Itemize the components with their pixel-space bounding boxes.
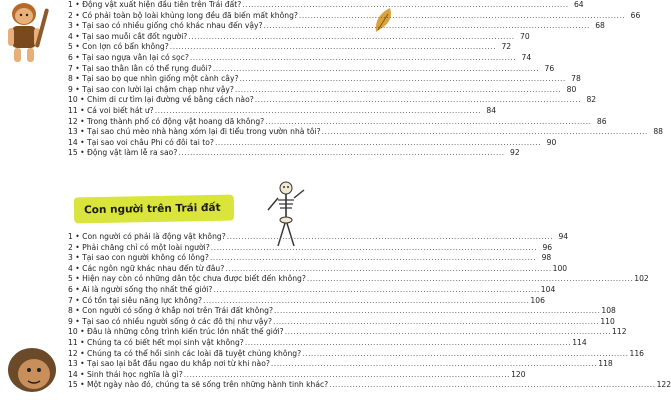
entry-page: 68 [595, 21, 605, 31]
entry-number: 1 [68, 232, 73, 241]
entry-title: Tại sao có nhiều giống chó khác nhau đến vậy? [82, 21, 263, 31]
entry-title: Tại sao muỗi cắt đốt người? [82, 31, 188, 41]
section-heading-humans: Con người trên Trái đất [74, 195, 234, 224]
entry-page: 78 [571, 74, 581, 84]
entry-page: 86 [596, 116, 607, 126]
entry-number: 6 [68, 284, 73, 294]
toc-entry[interactable]: 11 • Cá voi biết hát ư? ..... 84 [68, 106, 334, 117]
entry-page: 64 [573, 0, 584, 9]
entry-title: Các ngôn ngữ khác nhau đến từ đâu? [82, 263, 225, 273]
toc-section-animals [68, 0, 663, 159]
entry-page: 116 [629, 348, 645, 358]
toc-entry[interactable]: 8 • Con người có sống ở khắp nơi trên Trái đất không? ..... 108 [68, 306, 334, 317]
toc-entry[interactable]: 2 • Có phải toàn bộ loài khủng long đều đã biến mất không? ..... 66 [68, 11, 334, 22]
entry-number: 2 [68, 10, 73, 20]
entry-title: Trong thành phố có động vật hoang dã không? [86, 116, 265, 126]
entry-number: 13 [68, 127, 78, 137]
entry-title: Động vật làm lễ ra sao? [86, 148, 178, 158]
entry-page: 94 [558, 232, 569, 241]
toc-entry[interactable]: 12 • Chúng ta có thể hồi sinh các loài đã tuyệt chủng không? ..... 116 [68, 349, 334, 360]
entry-number: 5 [68, 274, 73, 284]
entry-page: 92 [510, 148, 520, 158]
toc-entry[interactable]: 5 • Con lợn có bẩn không? ..... 72 [68, 42, 334, 53]
entry-number: 11 [68, 105, 78, 115]
toc-entry[interactable]: 13 • Tại sao chú mèo nhà hàng xóm lại đi tiểu trong vườn nhà tôi? ..... 88 [68, 127, 334, 138]
entry-title: Động vật xuất hiện đầu tiên trên Trái đất? [82, 0, 242, 9]
entry-number: 9 [68, 84, 73, 94]
entry-title: Tại sao bọ que nhìn giống một cành cây? [82, 74, 239, 84]
entry-number: 15 [68, 380, 78, 390]
entry-page: 120 [511, 369, 526, 379]
entry-title: Sinh thái học nghĩa là gì? [86, 369, 183, 379]
toc-entry[interactable]: 6 • Tại sao ngựa vằn lại có sọc? ..... 74 [68, 53, 334, 64]
toc-entry[interactable]: 13 • Tại sao lại bắt đầu ngao du khắp nơi từ khi nào? ..... 118 [68, 359, 334, 370]
toc-entry[interactable]: 8 • Tại sao bọ que nhìn giống một cành cây? ..... 78 [68, 74, 334, 85]
toc-entry[interactable]: 1 • Động vật xuất hiện đầu tiên trên Trái đất? ..... 64 [68, 0, 334, 11]
entry-number: 12 [68, 116, 78, 126]
entry-title: Con người có phải là động vật không? [82, 232, 226, 241]
caveman-face-illustration [0, 340, 70, 400]
entry-page: 74 [521, 52, 532, 62]
entry-page: 102 [634, 274, 649, 284]
toc-entry[interactable]: 1 • Con người có phải là động vật không? ..... 94 [68, 232, 334, 243]
entry-number: 4 [68, 263, 73, 273]
entry-title: Tại sao thằn lằn có thể rụng đuôi? [82, 63, 212, 73]
toc-entry[interactable]: 15 • Động vật làm lễ ra sao? ..... 92 [68, 148, 334, 159]
entry-number: 8 [68, 306, 73, 316]
toc-entry[interactable]: 5 • Hiện nay còn có những dân tộc chưa được biết đến không? ..... 102 [68, 274, 334, 285]
entry-title: Tại sao ngựa vằn lại có sọc? [82, 52, 189, 62]
entry-number: 7 [68, 295, 73, 305]
entry-page: 90 [546, 137, 557, 147]
toc-entry[interactable]: 4 • Tại sao muỗi cắt đốt người? ..... 70 [68, 32, 334, 43]
toc-entry[interactable]: 6 • Ai là người sống thọ nhất thế giới? ..... 104 [68, 285, 334, 296]
entry-title: Tại sao có nhiều người sống ở các đô thị như vậy? [82, 316, 272, 326]
entry-page: 72 [501, 42, 512, 52]
entry-page: 108 [601, 306, 616, 316]
toc-entry[interactable]: 12 • Trong thành phố có động vật hoang dã không? ..... 86 [68, 117, 334, 128]
entry-page: 104 [540, 284, 556, 294]
entry-title: Có phải toàn bộ loài khủng long đều đã biến mất không? [82, 10, 298, 20]
toc-entry[interactable]: 14 • Tại sao voi châu Phi có đôi tai to? ..... 90 [68, 138, 334, 149]
toc-entry[interactable]: 7 • Có tồn tại siêu năng lực không? ..... 106 [68, 296, 334, 307]
entry-title: Tại sao voi châu Phi có đôi tai to? [86, 137, 214, 147]
toc-entry[interactable]: 9 • Tại sao có nhiều người sống ở các đô thị như vậy? ..... 110 [68, 317, 334, 328]
caveman-illustration [0, 0, 62, 64]
toc-entry[interactable]: 3 • Tại sao có nhiều giống chó khác nhau đến vậy? ..... 68 [68, 21, 334, 32]
entry-number: 11 [68, 337, 78, 347]
entry-title: Chúng ta có thể hồi sinh các loài đã tuyệt chủng không? [86, 348, 302, 358]
entry-title: Ai là người sống thọ nhất thế giới? [82, 284, 213, 294]
entry-number: 1 [68, 0, 73, 9]
entry-title: Con người có sống ở khắp nơi trên Trái đất không? [82, 306, 274, 316]
entry-page: 70 [520, 31, 530, 41]
entry-page: 66 [630, 10, 641, 20]
entry-title: Cá voi biết hát ư? [86, 105, 154, 115]
entry-title: Chúng ta có biết hết mọi sinh vật không? [86, 337, 244, 347]
entry-page: 80 [566, 84, 577, 94]
entry-page: 98 [541, 253, 552, 263]
entry-number: 10 [68, 95, 78, 105]
entry-page: 114 [572, 337, 587, 347]
entry-number: 14 [68, 137, 78, 147]
entry-title: Con lợn có bẩn không? [82, 42, 169, 52]
entry-page: 76 [544, 63, 555, 73]
toc-entry[interactable]: 7 • Tại sao thằn lằn có thể rụng đuôi? ..... 76 [68, 64, 334, 75]
entry-title: Phải chăng chỉ có một loài người? [82, 242, 210, 252]
entry-page: 84 [486, 105, 497, 115]
entry-title: Tại sao con người không có lông? [82, 253, 209, 263]
entry-page: 88 [653, 127, 663, 137]
entry-title: Chim di cư tìm lại đường về bằng cách nào? [86, 95, 254, 105]
toc-entry[interactable]: 3 • Tại sao con người không có lông? ..... 98 [68, 253, 334, 264]
toc-entry[interactable]: 9 • Tại sao con lười lại chậm chạp như vậy? ..... 80 [68, 85, 334, 96]
entry-page: 118 [598, 359, 613, 369]
entry-number: 12 [68, 348, 78, 358]
toc-entry[interactable]: 14 • Sinh thái học nghĩa là gì? ..... 120 [68, 370, 334, 381]
entry-title: Hiện nay còn có những dân tộc chưa được biết đến không? [82, 274, 306, 284]
entry-title: Tại sao lại bắt đầu ngao du khắp nơi từ khi nào? [86, 359, 270, 369]
entry-number: 10 [68, 327, 78, 337]
entry-title: Có tồn tại siêu năng lực không? [82, 295, 203, 305]
entry-number: 13 [68, 359, 78, 369]
entry-number: 2 [68, 242, 73, 252]
entry-page: 110 [600, 316, 615, 326]
toc-section-humans [68, 232, 671, 391]
entry-page: 100 [552, 263, 568, 273]
entry-page: 82 [586, 95, 597, 105]
entry-number: 15 [68, 148, 78, 158]
entry-page: 106 [530, 295, 545, 305]
entry-title: Đâu là những công trình kiến trúc lớn nhất thế giới? [86, 327, 284, 337]
toc-entry[interactable]: 15 • Một ngày nào đó, chúng ta sẽ sống trên những hành tinh khác? ..... 122 [68, 380, 334, 391]
entry-number: 6 [68, 52, 73, 62]
toc-entry[interactable]: 4 • Các ngôn ngữ khác nhau đến từ đâu? ..... 100 [68, 264, 334, 275]
toc-entry[interactable]: 2 • Phải chăng chỉ có một loài người? ..... 96 [68, 243, 334, 254]
toc-entry[interactable]: 11 • Chúng ta có biết hết mọi sinh vật không? ..... 114 [68, 338, 334, 349]
entry-title: Tại sao chú mèo nhà hàng xóm lại đi tiểu trong vườn nhà tôi? [86, 127, 321, 137]
entry-number: 4 [68, 31, 73, 41]
toc-entry[interactable]: 10 • Chim di cư tìm lại đường về bằng cách nào? ..... 82 [68, 95, 334, 106]
entry-number: 5 [68, 42, 73, 52]
entry-number: 3 [68, 253, 73, 263]
entry-number: 9 [68, 316, 73, 326]
toc-entry[interactable]: 10 • Đâu là những công trình kiến trúc lớn nhất thế giới? ..... 112 [68, 327, 334, 338]
entry-number: 7 [68, 63, 73, 73]
entry-number: 8 [68, 74, 73, 84]
entry-page: 96 [542, 242, 553, 252]
entry-number: 3 [68, 21, 73, 31]
entry-title: Một ngày nào đó, chúng ta sẽ sống trên những hành tinh khác? [86, 380, 329, 390]
entry-page: 112 [612, 327, 627, 337]
entry-number: 14 [68, 369, 78, 379]
entry-title: Tại sao con lười lại chậm chạp như vậy? [82, 84, 234, 94]
entry-page: 122 [656, 380, 671, 390]
